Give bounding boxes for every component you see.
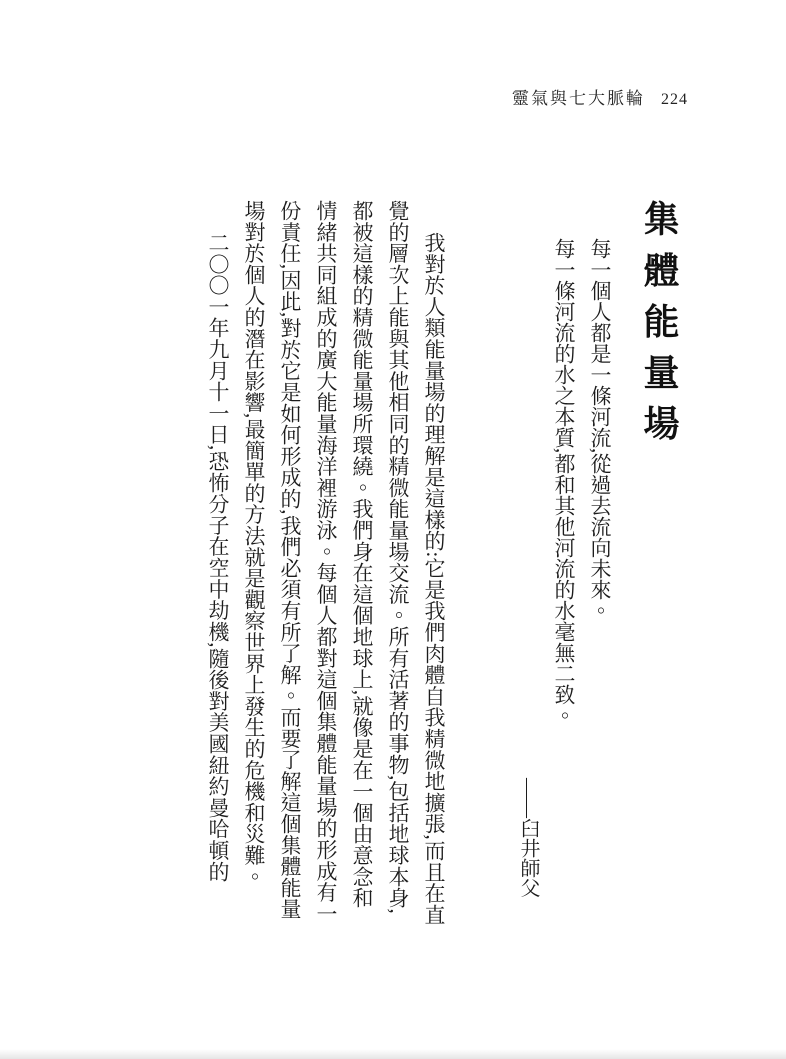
epigraph-attribution: ——臼井師父	[517, 778, 539, 898]
epigraph	[510, 200, 618, 926]
page-number: 224	[661, 91, 688, 108]
chapter-body	[200, 200, 452, 926]
chapter-title: 集體能量場	[639, 200, 679, 456]
running-head-book-title: 靈氣與七大脈輪	[512, 89, 645, 108]
running-head	[512, 84, 688, 109]
epigraph-line-1: 每一個人都是一條河流,從過去流向未來。	[588, 238, 612, 622]
paragraph-2: 二〇〇一年九月十一日,恐怖分子在空中劫機,隨後對美國紐約曼哈頓的	[206, 231, 230, 882]
epigraph-line-2: 每一條河流的水之本質,都和其他河流的水毫無二致。	[552, 238, 576, 727]
page-content	[130, 200, 686, 926]
paragraph-1: 我對於人類能量場的理解是這樣的:它是我們肉體自我精微地擴張,而且在直覺的層次上能與其他相同的精微能量場交流。所有活著的事物,包括地球本身,都被這樣的精微能量場所環繞。我們身在這個地球上,就像是在一個由意念和情緒共同組成的廣大能量海洋裡游泳。每個人都對這個集體能量場的形成有一份責任,因此,對於它是如何形成的,我們必須有所了解。而要了解這個集體能量場對於個人的潛在影響,最簡單的方法就是觀察世界上發生的危機和災難。	[242, 200, 446, 925]
